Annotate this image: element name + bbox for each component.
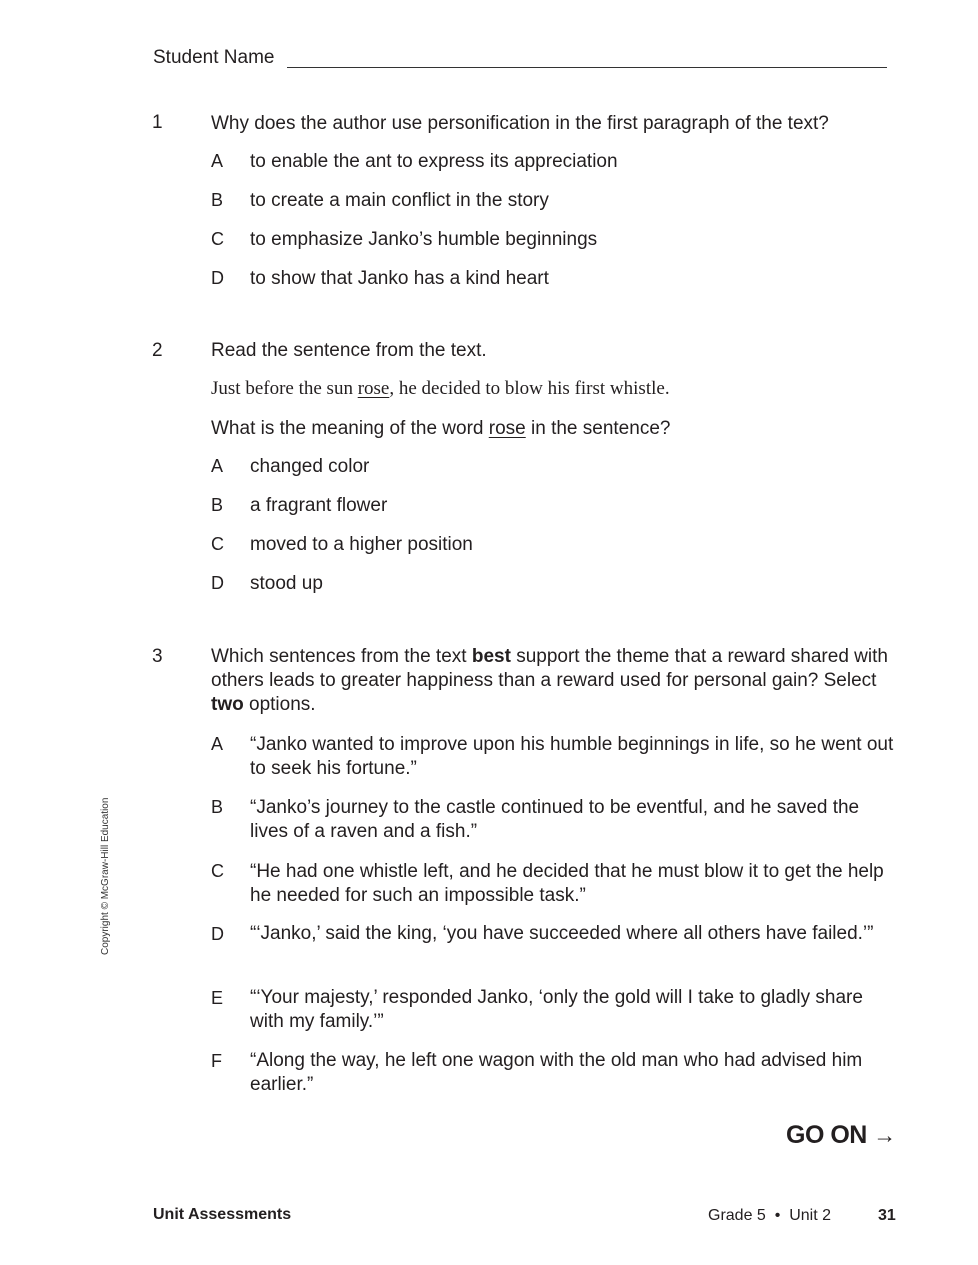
question-2-option-b-text[interactable]: a fragrant flower: [250, 495, 388, 516]
prompt-bold-two: two: [211, 694, 244, 715]
question-2-option-c-letter[interactable]: C: [211, 534, 224, 554]
quote-before: Just before the sun: [211, 378, 358, 399]
question-3-option-a-text[interactable]: “Janko wanted to improve upon his humble beginnings in life, so he went out to seek his fortune.”: [250, 734, 894, 779]
question-2-option-a-text[interactable]: changed color: [250, 456, 370, 477]
question-2-prompt: Read the sentence from the text.: [211, 340, 487, 361]
question-2-number: 2: [152, 340, 163, 361]
question-1-option-b-text[interactable]: to create a main conflict in the story: [250, 190, 549, 211]
question-1-option-b-letter[interactable]: B: [211, 190, 224, 210]
question-before: What is the meaning of the word: [211, 418, 489, 439]
go-on-indicator: [786, 1121, 896, 1150]
page-number: 31: [878, 1207, 896, 1224]
footer-unit-assessments: Unit Assessments: [153, 1206, 292, 1223]
question-3-option-f-text[interactable]: “Along the way, he left one wagon with the old man who had advised him earlier.”: [250, 1050, 863, 1095]
question-3-option-b-letter[interactable]: B: [211, 797, 224, 817]
question-3-number: 3: [152, 646, 163, 667]
quote-word: rose: [357, 378, 390, 399]
question-1-option-a-letter[interactable]: A: [211, 151, 224, 171]
question-word: rose: [488, 418, 526, 439]
question-1-number: 1: [152, 112, 163, 133]
question-2-quote: [211, 378, 670, 400]
question-3-option-d-text[interactable]: “‘Janko,’ said the king, ‘you have succeeded where all others have failed.’”: [250, 923, 874, 944]
question-2-question: [211, 417, 891, 441]
question-1-option-c-letter[interactable]: C: [211, 229, 224, 249]
question-1-option-d-text[interactable]: to show that Janko has a kind heart: [250, 268, 549, 289]
question-after: in the sentence?: [525, 418, 671, 439]
question-3-option-b-text[interactable]: “Janko’s journey to the castle continued to be eventful, and he saved the lives of a raven and a fish.”: [250, 797, 860, 842]
quote-after: , he decided to blow his first whistle.: [389, 378, 670, 399]
footer-grade-unit: Grade 5 • Unit 2: [708, 1207, 831, 1224]
question-3-option-f-letter[interactable]: F: [211, 1051, 222, 1071]
student-name-label: Student Name: [153, 47, 275, 68]
question-1-option-c-text[interactable]: to emphasize Janko’s humble beginnings: [250, 229, 598, 250]
question-3-option-c-letter[interactable]: C: [211, 861, 224, 881]
prompt-part-2: support the theme that a reward shared with others leads to greater happiness than a reward used for personal gain? Select: [211, 646, 888, 691]
question-3-option-c-text[interactable]: “He had one whistle left, and he decided that he must blow it to get the help he needed for such an impossible task.”: [250, 861, 884, 906]
footer-right: [708, 1207, 896, 1225]
question-1-option-a-text[interactable]: to enable the ant to express its appreciation: [250, 151, 618, 172]
question-1-option-d-letter[interactable]: D: [211, 268, 224, 288]
question-3-option-e-text[interactable]: “‘Your majesty,’ responded Janko, ‘only the gold will I take to gladly share with my family.’”: [250, 987, 863, 1032]
question-2-option-d-text[interactable]: stood up: [250, 573, 323, 594]
prompt-part-3: options.: [243, 694, 316, 715]
question-2-option-b-letter[interactable]: B: [211, 495, 224, 515]
question-2-option-c-text[interactable]: moved to a higher position: [250, 534, 473, 555]
question-1-prompt: Why does the author use personification in the first paragraph of the text?: [211, 113, 829, 134]
question-2-option-a-letter[interactable]: A: [211, 456, 224, 476]
prompt-bold-best: best: [471, 646, 511, 667]
copyright-notice: Copyright © McGraw-Hill Education: [100, 797, 111, 955]
question-3-option-d-letter[interactable]: D: [211, 924, 224, 944]
question-3-option-a-letter[interactable]: A: [211, 734, 224, 754]
student-name-line[interactable]: [287, 67, 887, 68]
arrow-right-icon: →: [873, 1122, 896, 1148]
question-2-option-d-letter[interactable]: D: [211, 573, 224, 593]
prompt-part-1: Which sentences from the text: [211, 646, 472, 667]
question-3-option-e-letter[interactable]: E: [211, 988, 224, 1008]
go-on-label: GO ON: [786, 1121, 867, 1149]
question-3-prompt: [211, 645, 891, 717]
